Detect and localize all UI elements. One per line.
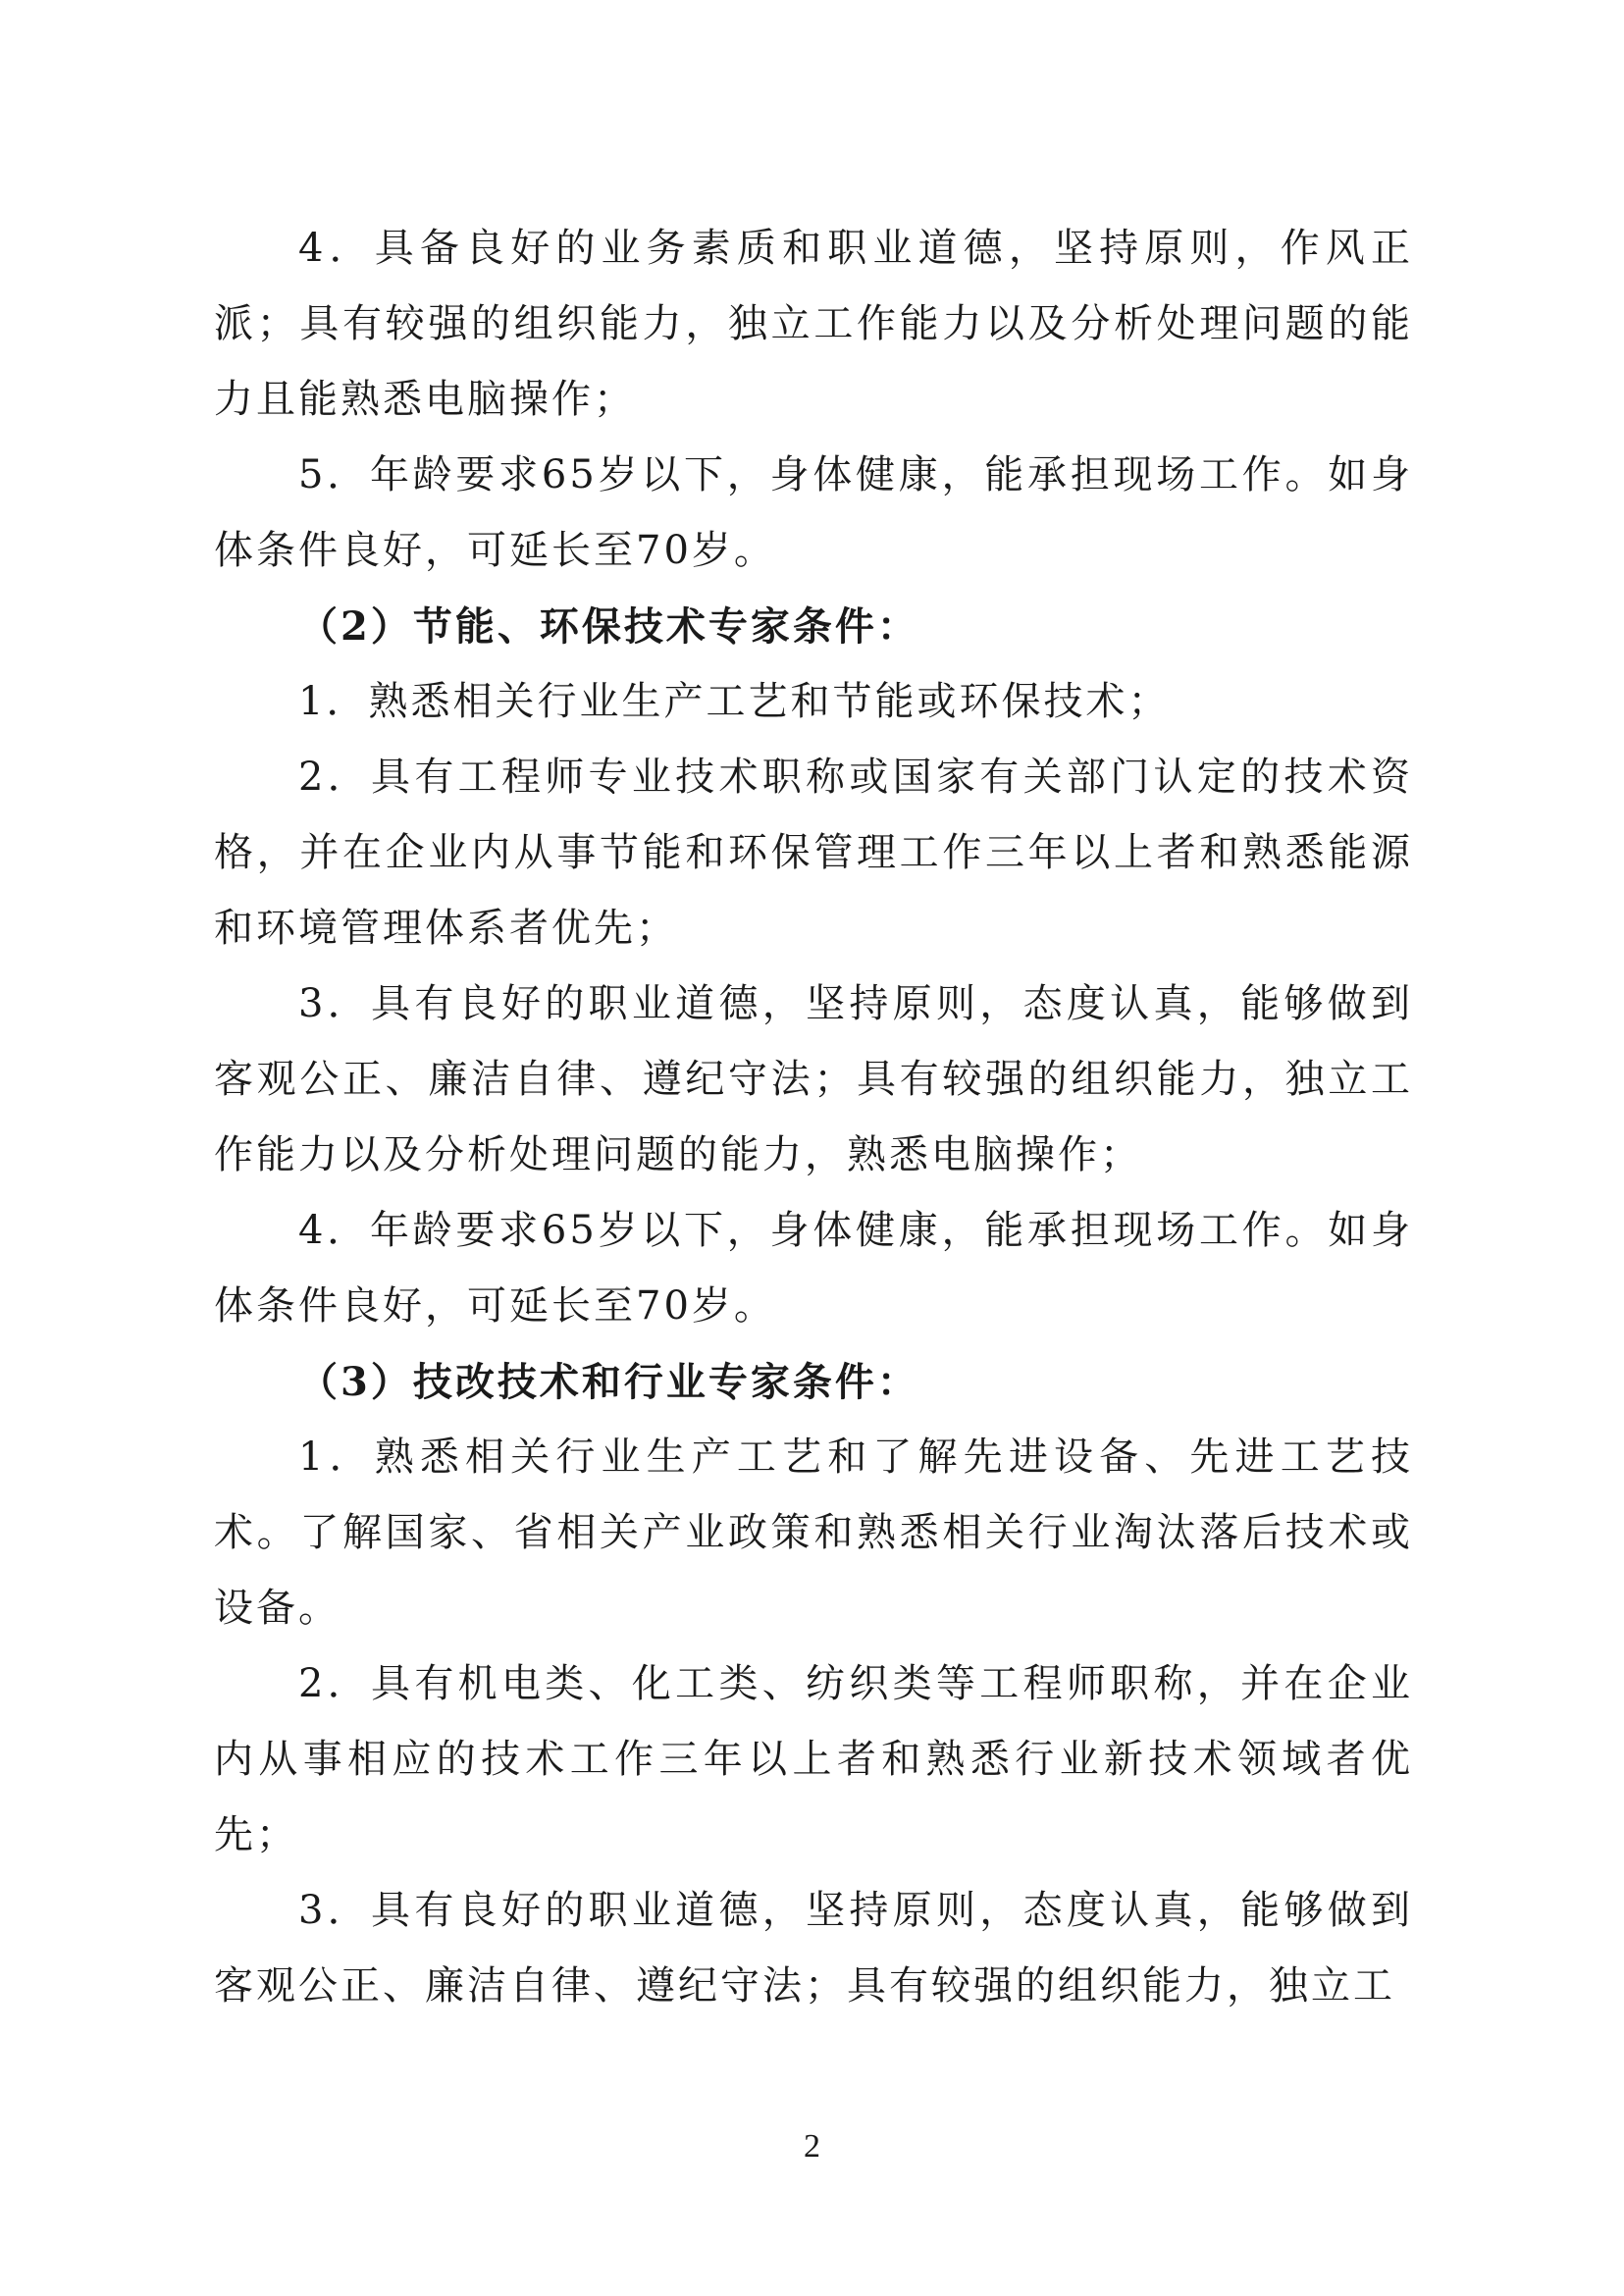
paragraph-energy-req-4: 4．年龄要求65岁以下，身体健康，能承担现场工作。如身体条件良好，可延长至70岁。 (214, 1208, 1413, 1329)
section-heading-tech-industry: （3）技改技术和行业专家条件： (298, 1359, 919, 1405)
paragraph-expert-req-5: 5．年龄要求65岁以下，身体健康，能承担现场工作。如身体条件良好，可延长至70岁。 (214, 452, 1413, 573)
paragraph-expert-req-4: 4．具备良好的业务素质和职业道德，坚持原则，作风正派；具有较强的组织能力，独立工作能力以及分析处理问题的能力且能熟悉电脑操作； (214, 226, 1413, 422)
paragraph-tech-req-2: 2．具有机电类、化工类、纺织类等工程师职称，并在企业内从事相应的技术工作三年以上者和熟悉行业新技术领域者优先； (214, 1661, 1413, 1857)
paragraph-tech-req-1: 1．熟悉相关行业生产工艺和了解先进设备、先进工艺技术。了解国家、省相关产业政策和熟悉相关行业淘汰落后技术或设备。 (214, 1435, 1413, 1631)
page-number: 2 (804, 2128, 820, 2165)
paragraph-energy-req-3: 3．具有良好的职业道德，坚持原则，态度认真，能够做到客观公正、廉洁自律、遵纪守法；具有较强的组织能力，独立工作能力以及分析处理问题的能力，熟悉电脑操作； (214, 981, 1413, 1177)
document-body (214, 211, 1413, 2024)
paragraph-energy-req-2: 2．具有工程师专业技术职称或国家有关部门认定的技术资格，并在企业内从事节能和环保管理工作三年以上者和熟悉能源和环境管理体系者优先； (214, 755, 1413, 951)
section-heading-energy-environment: （2）节能、环保技术专家条件： (298, 603, 919, 650)
paragraph-energy-req-1: 1．熟悉相关行业生产工艺和节能或环保技术； (298, 679, 1171, 724)
paragraph-tech-req-3: 3．具有良好的职业道德，坚持原则，态度认真，能够做到客观公正、廉洁自律、遵纪守法；具有较强的组织能力，独立工 (214, 1888, 1413, 2009)
